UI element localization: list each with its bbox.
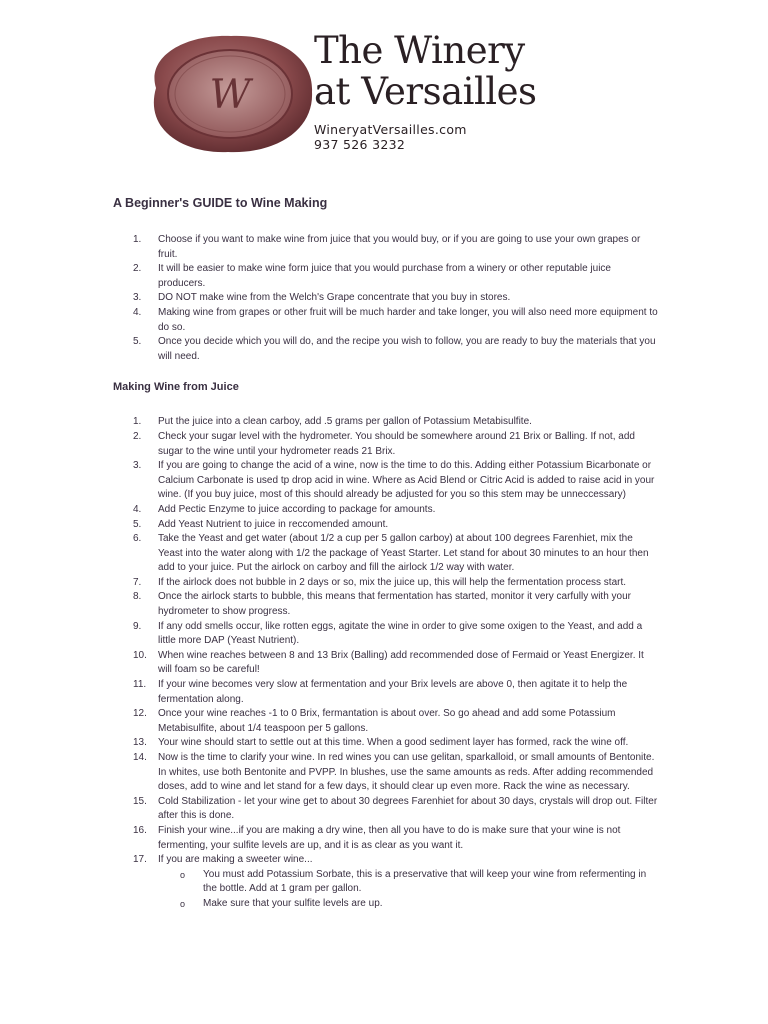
list-number: 16. bbox=[133, 824, 147, 836]
juice-step-item bbox=[113, 430, 658, 459]
sub-bullet-item bbox=[158, 868, 658, 897]
list-text: When wine reaches between 8 and 13 Brix (Balling) add recommended dose of Fermaid or Yeast Energizer. It will foam so be careful! bbox=[158, 649, 644, 676]
list-number: 9. bbox=[133, 620, 142, 632]
list-number: 5. bbox=[133, 518, 142, 530]
list-text: Choose if you want to make wine from juice that you would buy, or if you are going to use your own grapes or fruit. bbox=[158, 234, 641, 260]
list-number: 13. bbox=[133, 737, 147, 749]
list-text: Take the Yeast and get water (about 1/2 a cup per 5 gallon carboy) at about 100 degrees Farenhiet, mix the Yeast into the water along with 1/2 the package of Yeast Starter. Let stand for about 30 minutes to an hour then add to your juice. Put the airlock on carboy and fill the airlock 1/2 way with water. bbox=[158, 533, 649, 574]
juice-step-item bbox=[113, 590, 658, 619]
juice-step-item bbox=[113, 503, 658, 518]
list-number: 8. bbox=[133, 591, 142, 603]
list-text: Add Yeast Nutrient to juice in reccomended amount. bbox=[158, 518, 389, 530]
list-text: DO NOT make wine from the Welch's Grape concentrate that you buy in stores. bbox=[158, 292, 511, 304]
intro-list-item bbox=[113, 335, 658, 364]
document-title: A Beginner's GUIDE to Wine Making bbox=[113, 196, 328, 210]
list-number: 14. bbox=[133, 752, 147, 763]
list-text: Once your wine reaches -1 to 0 Brix, fermantation is about over. So go ahead and add some Potassium Metabisulfite, about 1/4 teaspoon per 5 gallons. bbox=[158, 708, 616, 734]
sub-bullet-text: Make sure that your sulfite levels are up. bbox=[203, 897, 383, 909]
list-number: 10. bbox=[133, 649, 147, 661]
list-number: 3. bbox=[133, 292, 142, 304]
juice-step-item bbox=[113, 853, 658, 868]
list-text: If you are going to change the acid of a wine, now is the time to do this. Adding either Potassium Bicarbonate or Calcium Carbonate is used tp drop acid in wine. Where as Acid Blend or Citric Acid is added to raise acid in your wine. (If you buy juice, most of this should already be adjusted for you so this stem may be unneccessary) bbox=[158, 460, 655, 501]
wax-seal-logo bbox=[136, 26, 318, 160]
brand-name-line1: The Winery bbox=[314, 29, 525, 72]
section-title: Making Wine from Juice bbox=[113, 381, 239, 394]
list-number: 17. bbox=[133, 854, 147, 866]
list-text: Making wine from grapes or other fruit will be much harder and take longer, you will also need more equipment to do so. bbox=[158, 306, 658, 333]
sub-bullet-item bbox=[158, 897, 658, 912]
contact-block bbox=[314, 122, 537, 152]
sub-bullet-text: You must add Potassium Sorbate, this is a preservative that will keep your wine from refermenting in the bottle. Add at 1 gram per gallon. bbox=[203, 868, 647, 895]
list-text: Put the juice into a clean carboy, add .5 grams per gallon of Potassium Metabisulfite. bbox=[158, 416, 532, 428]
list-text: Cold Stabilization - let your wine get to about 30 degrees Farenhiet for about 30 days, crystals will drop out. Filter after this is done. bbox=[158, 795, 658, 822]
list-number: 2. bbox=[133, 263, 142, 275]
juice-step-item bbox=[113, 736, 658, 751]
intro-list-item bbox=[113, 262, 658, 291]
juice-step-item bbox=[113, 707, 658, 736]
website-link[interactable]: WineryatVersailles.com bbox=[314, 122, 467, 137]
juice-step-item bbox=[113, 415, 658, 430]
juice-step-item bbox=[113, 532, 658, 576]
svg-text:W: W bbox=[209, 72, 251, 118]
list-text: If your wine becomes very slow at fermentation and your Brix levels are above 0, then agitate it to help the fermentation along. bbox=[158, 679, 628, 705]
list-text: If the airlock does not bubble in 2 days or so, mix the juice up, this will help the fermentation process start. bbox=[158, 576, 627, 588]
bullet-marker: o bbox=[180, 898, 186, 909]
list-number: 12. bbox=[133, 708, 147, 720]
list-text: If any odd smells occur, like rotten eggs, agitate the wine in order to give some oxigen to the Yeast, and add a little more DAP (Yeast Nutrient). bbox=[158, 620, 643, 647]
juice-step-item bbox=[113, 678, 658, 707]
list-number: 6. bbox=[133, 533, 142, 545]
list-number: 5. bbox=[133, 336, 142, 348]
juice-steps-list bbox=[113, 415, 658, 867]
list-number: 11. bbox=[133, 679, 147, 691]
list-number: 15. bbox=[133, 795, 147, 807]
brand-name-line2: at Versailles bbox=[314, 70, 537, 113]
list-text: Once the airlock starts to bubble, this means that fermentation has started, monitor it very carfully with your hydrometer to show progress. bbox=[158, 591, 631, 618]
juice-step-item bbox=[113, 751, 658, 795]
list-number: 3. bbox=[133, 460, 142, 472]
juice-step-item bbox=[113, 824, 658, 853]
list-number: 7. bbox=[133, 576, 142, 588]
intro-list bbox=[113, 233, 658, 364]
juice-step-item bbox=[113, 620, 658, 649]
juice-step-item bbox=[113, 649, 658, 678]
brand-block bbox=[314, 30, 537, 152]
list-text: Add Pectic Enzyme to juice according to package for amounts. bbox=[158, 503, 436, 515]
list-text: Now is the time to clarify your wine. In red wines you can use gelitan, sparkalloid, or small amounts of Bentonite. In whites, use both Bentonite and PVPP. In blushes, use the same amounts as reds. After adding recommended doses, add to wine and let stand for a few days, it should clear up even more. Rack the wine as necessary. bbox=[158, 752, 655, 793]
intro-list-item bbox=[113, 291, 658, 306]
juice-step-item bbox=[113, 518, 658, 533]
list-number: 4. bbox=[133, 306, 142, 318]
list-number: 2. bbox=[133, 430, 142, 442]
list-text: Check your sugar level with the hydrometer. You should be somewhere around 21 Brix or Balling. If not, add sugar to the wine until your hydrometer reads 21 Brix. bbox=[158, 430, 635, 457]
list-number: 1. bbox=[133, 234, 142, 245]
phone-number: 937 526 3232 bbox=[314, 137, 406, 152]
letterhead bbox=[0, 0, 768, 170]
bullet-marker: o bbox=[180, 869, 186, 880]
juice-step-item bbox=[113, 576, 658, 591]
intro-list-item bbox=[113, 233, 658, 262]
list-number: 1. bbox=[133, 416, 142, 428]
list-text: Your wine should start to settle out at this time. When a good sediment layer has formed, rack the wine off. bbox=[158, 737, 629, 749]
intro-list-item bbox=[113, 306, 658, 335]
juice-step-item bbox=[113, 459, 658, 503]
list-text: Finish your wine...if you are making a dry wine, then all you have to do is make sure that your wine is not fermenting, your sulfite levels are up, and it is as clear as you want it. bbox=[158, 824, 621, 851]
list-text: Once you decide which you will do, and the recipe you wish to follow, you are ready to buy the materials that you will need. bbox=[158, 336, 656, 362]
list-number: 4. bbox=[133, 503, 142, 515]
list-text: If you are making a sweeter wine... bbox=[158, 854, 313, 866]
document-body bbox=[113, 196, 658, 912]
sweet-wine-sub-list bbox=[158, 868, 658, 912]
juice-step-item bbox=[113, 795, 658, 824]
list-text: It will be easier to make wine form juice that you would purchase from a winery or other reputable juice producers. bbox=[158, 263, 611, 289]
